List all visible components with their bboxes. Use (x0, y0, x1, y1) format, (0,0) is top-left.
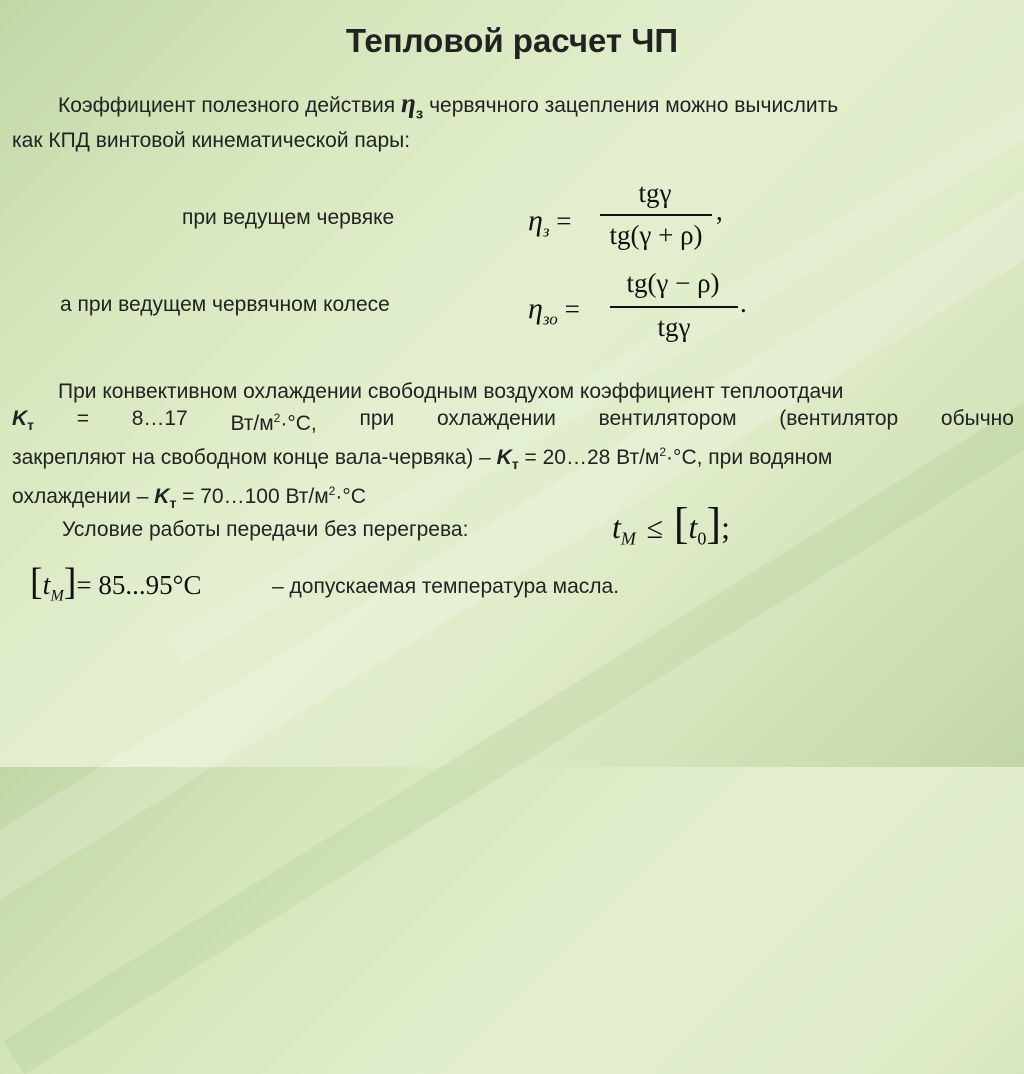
formula-efficiency-worm-driving (528, 178, 738, 264)
formula-denominator: tgγ (657, 312, 691, 342)
oil-label: – допускаемая температура масла. (272, 575, 620, 598)
kt-symbol: $K_т$ (12, 407, 35, 434)
background-stripe (3, 246, 1024, 1074)
formula-efficiency-wheel-driving (528, 262, 768, 352)
cooling-line-1: При конвективном охлаждении свободным воздухом коэффициент теплоотдачи (58, 380, 844, 403)
slide-title: Тепловой расчет ЧП (345, 22, 679, 59)
formula-numerator: tgγ (638, 178, 672, 208)
cooling-paragraph (12, 378, 1014, 518)
formula-trailing: . (740, 288, 747, 318)
case2-label: а при ведущем червячном колесе (60, 293, 390, 316)
cooling-line-4: охлаждении – $K_т$ = 70…100 $Вт/м^2\cdot^\circ С$ (12, 484, 366, 512)
kt-symbol: $K_т$ (154, 485, 177, 512)
eta-symbol: $\eta_з$ (400, 88, 424, 123)
intro-paragraph (12, 90, 1014, 154)
condition-label: Условие работы передачи без перегрева: (62, 518, 469, 541)
formula-overheat-condition: $t_M \le [t_0]$; (612, 499, 730, 549)
formula-lhs: $\eta_з$ = (528, 204, 572, 241)
intro-line-2: как КПД винтовой кинематической пары: (12, 129, 411, 153)
formula-oil-temperature: $[t_M]= 85...95^\circ C$ (30, 561, 202, 605)
case1-label: при ведущем червяке (182, 206, 395, 229)
formula-lhs: $\eta_{зо}$ = (528, 292, 580, 329)
formula-numerator: tg(γ − ρ) (626, 268, 720, 298)
kt-symbol: $K_т$ (496, 446, 519, 473)
fraction-bar (610, 306, 738, 308)
cooling-line-3: закрепляют на свободном конце вала-червяка) – $K_т$ = 20…28 $Вт/м^2\cdot^\circ С$, при водяном (12, 445, 833, 473)
fraction-bar (600, 214, 712, 216)
cooling-line-2: $K_т$ = 8…17 $Вт/м^2\cdot^\circ С$, при охлаждении вентилятором (вентилятор обычно (12, 405, 1014, 439)
formula-denominator: tg(γ + ρ) (609, 220, 703, 250)
formula-trailing: , (716, 196, 723, 226)
intro-line-1: Коэффициент полезного действия $\eta_з$ червячного зацепления можно вычислить (58, 88, 839, 123)
